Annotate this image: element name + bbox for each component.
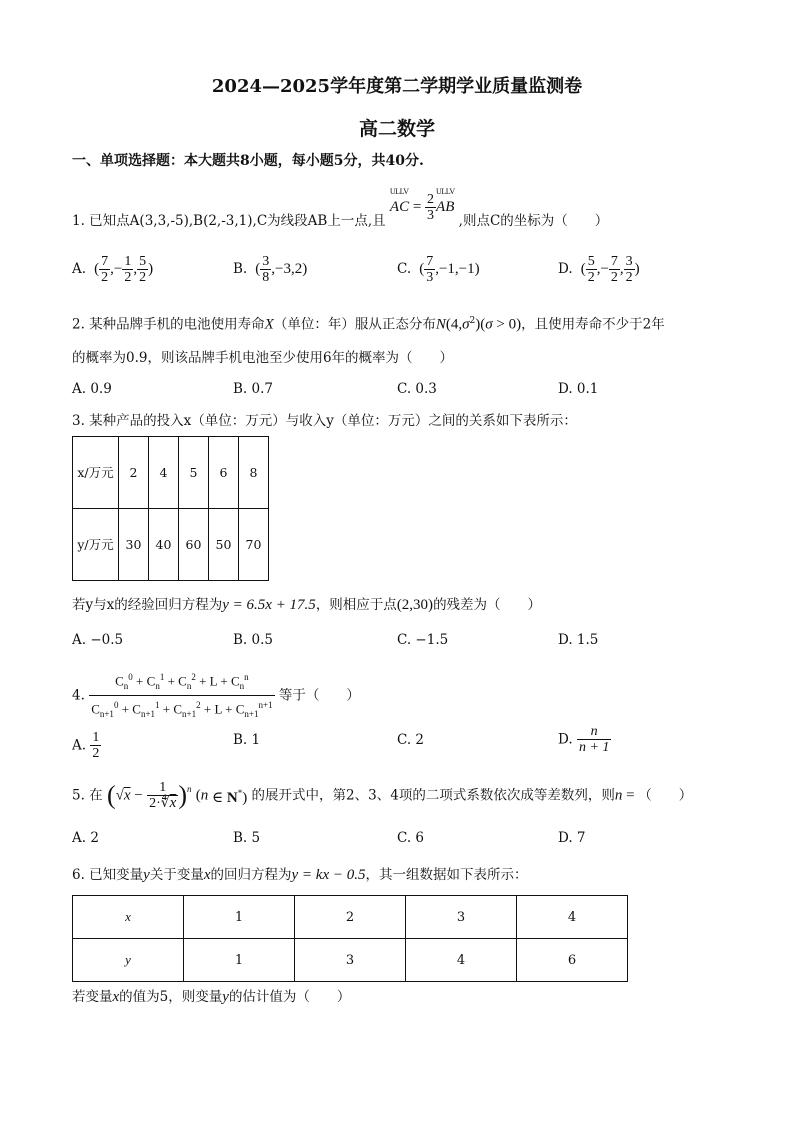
q6-y-header: y [73, 939, 184, 982]
q4-option-b[interactable]: B. 1 [233, 732, 261, 748]
q5-option-c[interactable]: C. 6 [397, 830, 425, 846]
q3-y-cell: 70 [239, 509, 269, 581]
q6-x-cell: 4 [517, 896, 628, 939]
q3-data-table [72, 436, 269, 581]
q6-x-header: x [73, 896, 184, 939]
q4-fraction: $\frac{C_n^0 + C_n^1 + C_n^2 + L + C_n^n}{C_{n+1}^0 + C_{n+1}^1 + C_{n+1}^2 + L + C_{n+1}^{n+1}}$ [89, 668, 274, 723]
question-4: 4. $\frac{C_n^0 + C_n^1 + C_n^2 + L + C_n^n}{C_{n+1}^0 + C_{n+1}^1 + C_{n+1}^2 + L + C_{n+1}^{n+1}}$ 等于（ ） [72, 668, 360, 723]
q3-row-y-header: y/万元 [73, 509, 119, 581]
question-6-followup: 若变量x的值为5，则变量y的估计值为（ ） [72, 989, 351, 1005]
question-5: 5. 在 (√x − $\frac{1}{2\cdot∜\overline{x}}$ )$^n$ (n ∈ N*) 的展开式中，第2、3、4项的二项式系数依次成等差数列，则n = （ ） [72, 780, 693, 811]
q3-x-cell: 2 [119, 437, 149, 509]
q3-x-cell: 4 [149, 437, 179, 509]
question-6: 6. 已知变量y关于变量x的回归方程为y = kx − 0.5，其一组数据如下表所示： [72, 867, 528, 883]
q4-option-d[interactable]: D. $\frac{n}{n + 1}$ [558, 724, 610, 755]
q3-x-cell: 5 [179, 437, 209, 509]
q5-option-d[interactable]: D. 7 [558, 830, 586, 846]
q2-option-c[interactable]: C. 0.3 [397, 381, 437, 397]
q3-x-cell: 8 [239, 437, 269, 509]
q2-option-a[interactable]: A. 0.9 [72, 381, 112, 397]
question-2-line-1: 2. 某种品牌手机的电池使用寿命X（单位：年）服从正态分布$N(4,\sigma^2)(\sigma > 0)$，且使用寿命不少于2年 [72, 316, 665, 333]
q6-x-cell: 1 [184, 896, 295, 939]
q2-option-d[interactable]: D. 0.1 [558, 381, 599, 397]
q5-option-a[interactable]: A. 2 [72, 830, 99, 846]
q6-y-cell: 1 [184, 939, 295, 982]
question-3-followup: 若y与x的经验回归方程为y = 6.5x + 17.5，则相应于点(2,30)的残差为（ ） [72, 597, 542, 613]
q6-x-cell: 3 [406, 896, 517, 939]
q1-option-d[interactable]: D. ( $\frac{5}{2}$ ,− $\frac{7}{2}$ , $\frac{3}{2}$ ) [558, 254, 640, 285]
q1-option-a[interactable]: A. ( $\frac{7}{2}$ ,− $\frac{1}{2}$ , $\frac{5}{2}$ ) [72, 254, 154, 285]
q5-option-b[interactable]: B. 5 [233, 830, 261, 846]
q3-y-cell: 60 [179, 509, 209, 581]
q4-option-a[interactable]: A. $\frac{1}{2}$ [72, 730, 100, 761]
q6-data-table [72, 895, 628, 982]
q3-option-c[interactable]: C. −1.5 [397, 632, 449, 648]
q3-y-cell: 50 [209, 509, 239, 581]
exam-subject: 高二数学 [358, 118, 435, 140]
q1-option-c[interactable]: C. ( $\frac{7}{3}$ ,−1,−1) [397, 254, 480, 285]
q3-option-a[interactable]: A. −0.5 [72, 632, 124, 648]
q3-option-b[interactable]: B. 0.5 [233, 632, 273, 648]
section-heading: 一、单项选择题：本大题共8小题，每小题5分，共40分. [72, 153, 424, 169]
q1-prefix: 1. 已知点A(3,3,-5),B(2,-3,1),C为线段AB上一点,且 [72, 213, 386, 229]
q6-x-cell: 2 [295, 896, 406, 939]
q1-option-b[interactable]: B. ( $\frac{3}{8}$ ,−3,2) [233, 254, 308, 285]
q6-y-cell: 4 [406, 939, 517, 982]
q3-option-d[interactable]: D. 1.5 [558, 632, 599, 648]
question-2-line-2: 的概率为0.9，则该品牌手机电池至少使用6年的概率为（ ） [72, 350, 454, 366]
q5-expression: (√x − $\frac{1}{2\cdot∜\overline{x}}$ )$^n$ [106, 780, 192, 811]
q1-vector-eq: AC ULLV = $\frac{2}{3}$ AB ULLV [389, 187, 455, 223]
q3-y-cell: 30 [119, 509, 149, 581]
exam-title: 2024—2025学年度第二学期学业质量监测卷 [211, 76, 583, 97]
q6-y-cell: 3 [295, 939, 406, 982]
question-1 [72, 187, 609, 237]
q3-y-cell: 40 [149, 509, 179, 581]
q6-y-cell: 6 [517, 939, 628, 982]
question-3: 3. 某种产品的投入x（单位：万元）与收入y（单位：万元）之间的关系如下表所示： [72, 413, 577, 429]
q1-suffix: ,则点C的坐标为（ ） [458, 213, 609, 229]
q2-option-b[interactable]: B. 0.7 [233, 381, 273, 397]
q3-x-cell: 6 [209, 437, 239, 509]
q4-option-c[interactable]: C. 2 [397, 732, 425, 748]
q3-row-x-header: x/万元 [73, 437, 119, 509]
